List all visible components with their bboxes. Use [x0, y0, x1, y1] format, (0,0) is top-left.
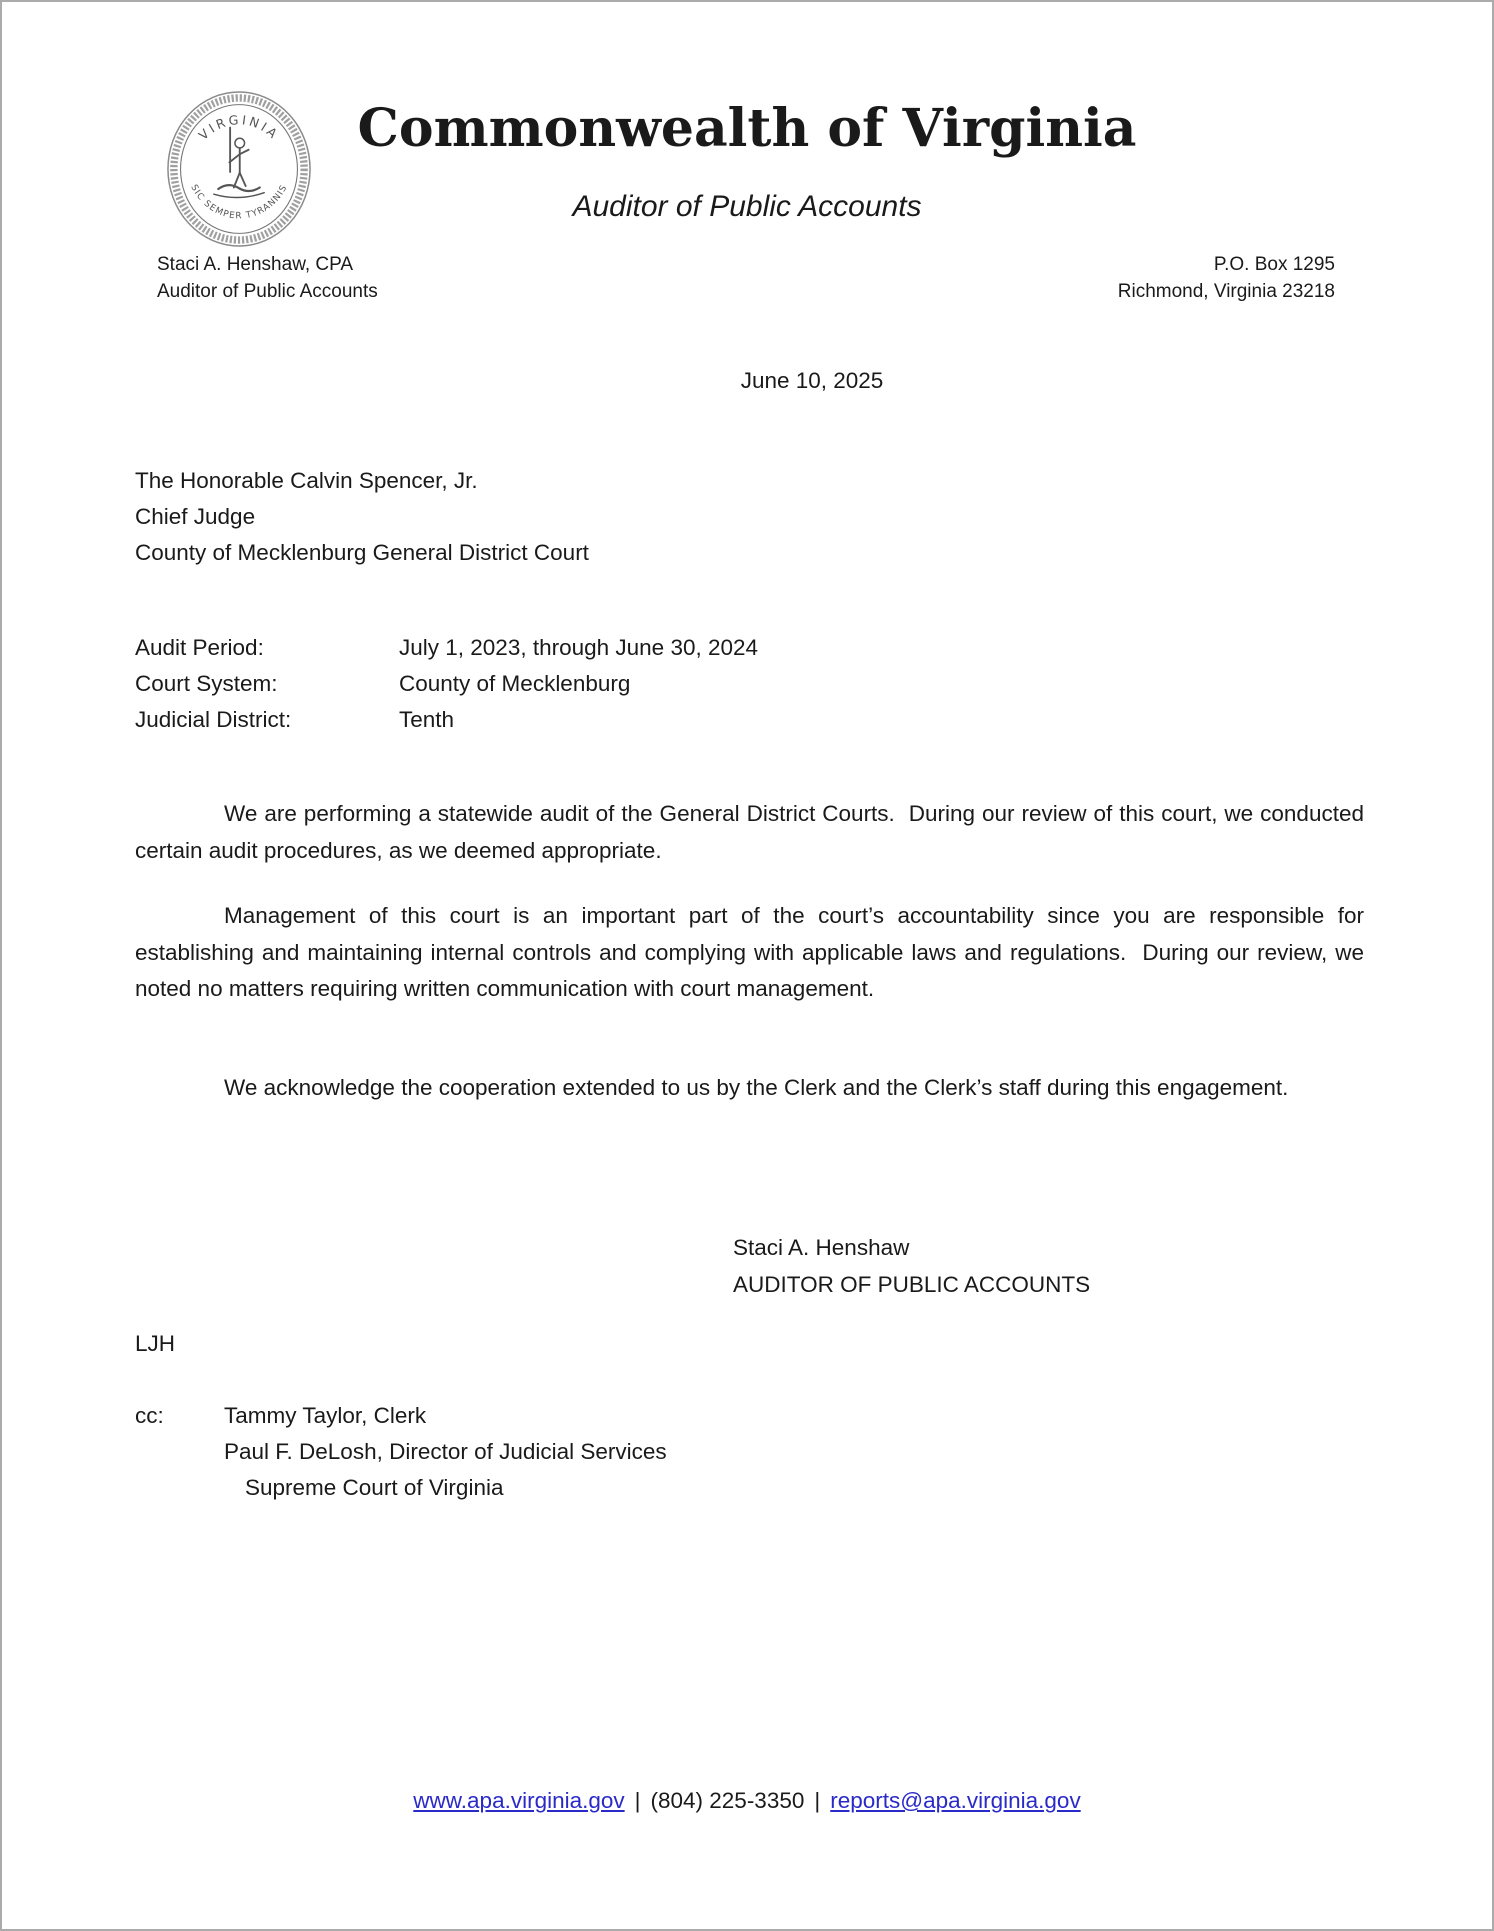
city-state-zip-line: Richmond, Virginia 23218	[1117, 281, 1335, 302]
body-paragraph-1: We are performing a statewide audit of the General District Courts. During our review of this court, we conducted certain audit procedures, as we deemed appropriate.	[135, 801, 1371, 863]
preparer-initials: LJH	[135, 1331, 176, 1356]
date-line: June 10, 2025	[740, 368, 884, 393]
cc-entry: Paul F. DeLosh, Director of Judicial Services	[224, 1439, 667, 1464]
audit-period-label: Audit Period:	[135, 635, 264, 660]
footer-email-link[interactable]: reports@apa.virginia.gov	[830, 1788, 1081, 1813]
audit-info-block	[135, 630, 758, 738]
judicial-district-label: Judicial District:	[135, 707, 292, 732]
audit-period-value: July 1, 2023, through June 30, 2024	[399, 635, 759, 660]
body-paragraph-3: We acknowledge the cooperation extended to us by the Clerk and the Clerk’s staff during this engagement.	[224, 1075, 1289, 1100]
footer-website-link[interactable]: www.apa.virginia.gov	[413, 1788, 625, 1813]
judicial-district-value: Tenth	[399, 707, 455, 732]
official-title: Auditor of Public Accounts	[157, 281, 378, 302]
footer-separator: |	[814, 1788, 821, 1813]
recipient-court-line: County of Mecklenburg General District Court	[135, 540, 589, 565]
signature-title: AUDITOR OF PUBLIC ACCOUNTS	[733, 1271, 1091, 1297]
official-contact-block	[157, 251, 378, 305]
seal-bottom-text: SIC SEMPER TYRANNIS	[188, 183, 290, 222]
cc-entry: Supreme Court of Virginia	[245, 1475, 504, 1500]
signature-block	[733, 1230, 1090, 1303]
body-paragraph-2: Management of this court is an important part of the court’s accountability since you are responsible for establishing and maintaining internal controls and complying with applicable laws and regulations. During our review, we noted no matters requiring written communication with court management.	[135, 903, 1371, 1001]
cc-entry: Tammy Taylor, Clerk	[224, 1403, 427, 1428]
seal-top-text: VIRGINIA	[195, 112, 283, 143]
cc-entries	[224, 1398, 667, 1506]
court-system-row	[135, 666, 758, 702]
office-address-block	[1118, 251, 1335, 305]
po-box-line: P.O. Box 1295	[1213, 254, 1335, 275]
agency-subtitle: Auditor of Public Accounts	[572, 190, 922, 223]
cc-block	[135, 1398, 667, 1506]
court-system-value: County of Mecklenburg	[399, 671, 631, 696]
cc-label: cc:	[135, 1403, 164, 1428]
footer-phone: (804) 225-3350	[650, 1788, 805, 1813]
court-system-label: Court System:	[135, 671, 278, 696]
official-name: Staci A. Henshaw, CPA	[157, 254, 354, 275]
signature-name: Staci A. Henshaw	[733, 1235, 910, 1260]
recipient-title-line: Chief Judge	[135, 504, 256, 529]
agency-title: Commonwealth of Virginia	[357, 98, 1137, 159]
recipient-name-line: The Honorable Calvin Spencer, Jr.	[135, 468, 478, 493]
footer-separator: |	[634, 1788, 641, 1813]
recipient-block	[135, 463, 589, 571]
judicial-district-row	[135, 702, 758, 738]
audit-period-row	[135, 630, 758, 666]
footer-contact-line	[2, 1788, 1492, 1814]
